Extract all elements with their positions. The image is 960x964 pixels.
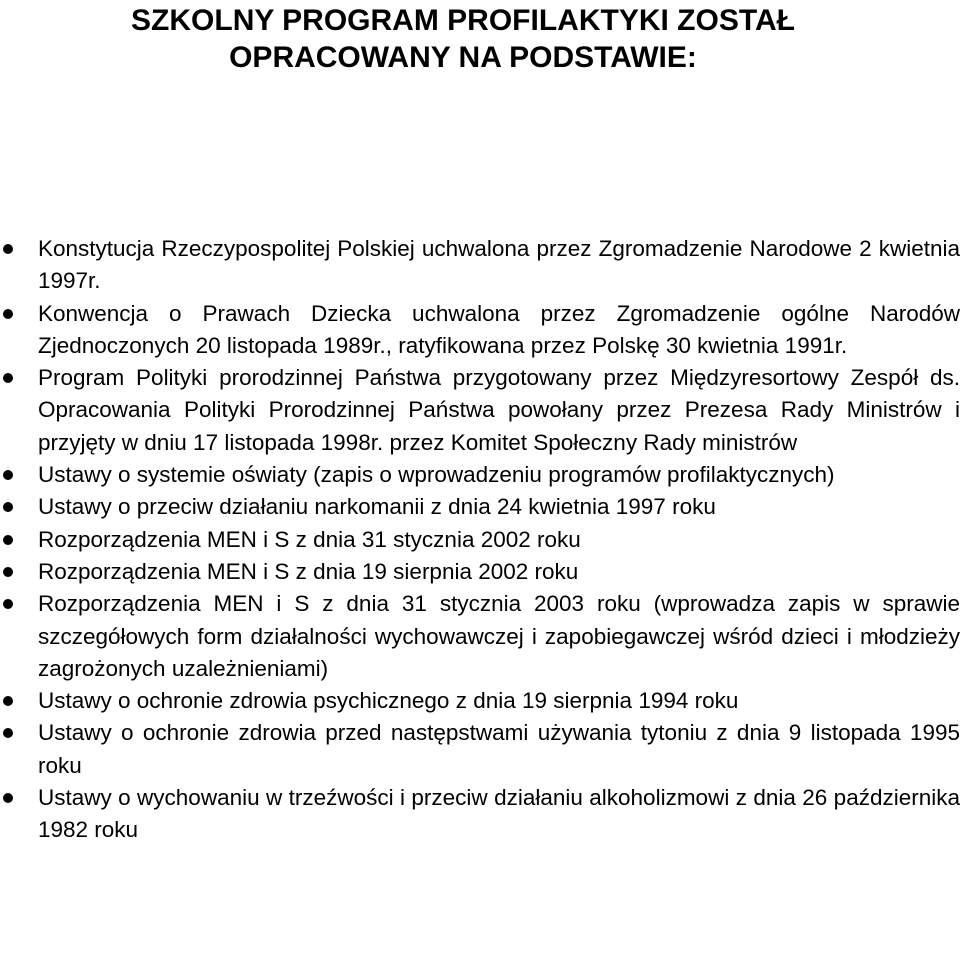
list-item xyxy=(0,588,960,685)
list-item-text: Ustawy o wychowaniu w trzeźwości i przeciw działaniu alkoholizmowi z dnia 26 października 1982 roku xyxy=(38,785,960,843)
bullet-icon xyxy=(3,373,13,383)
page-title-line-2: OPRACOWANY NA PODSTAWIE: xyxy=(229,41,697,74)
list-item xyxy=(0,362,960,459)
list-item-text: Program Polityki prorodzinnej Państwa przygotowany przez Międzyresortowy Zespół ds. Opracowania Polityki Prorodzinnej Państwa powołany przez Prezesa Rady Ministrów i przyjęty w dniu 17 listopada 1998r. przez Komitet Społeczny Rady ministrów xyxy=(38,365,960,455)
list-item xyxy=(0,524,960,556)
bullet-icon xyxy=(3,793,13,803)
bullet-icon xyxy=(3,599,13,609)
legal-basis-list xyxy=(0,233,960,847)
bullet-icon xyxy=(3,502,13,512)
list-item-text: Konwencja o Prawach Dziecka uchwalona przez Zgromadzenie ogólne Narodów Zjednoczonych 20 listopada 1989r., ratyfikowana przez Polskę 30 kwietnia 1991r. xyxy=(38,300,960,358)
bullet-icon xyxy=(3,244,13,254)
bullet-icon xyxy=(3,728,13,738)
list-item-text: Ustawy o systemie oświaty (zapis o wprowadzeniu programów profilaktycznych) xyxy=(38,462,835,488)
list-item xyxy=(0,459,960,491)
list-item xyxy=(0,491,960,523)
list-item-text: Rozporządzenia MEN i S z dnia 31 stycznia 2003 roku (wprowadza zapis w sprawie szczegółowych form działalności wychowawczej i zapobiegawczej wśród dzieci i młodzieży zagrożonych uzależnieniami) xyxy=(38,591,960,681)
list-item-text: Ustawy o ochronie zdrowia psychicznego z dnia 19 sierpnia 1994 roku xyxy=(38,688,739,714)
list-item xyxy=(0,298,960,363)
page-title xyxy=(0,2,926,76)
list-item xyxy=(0,556,960,588)
bullet-icon xyxy=(3,309,13,319)
bullet-icon xyxy=(3,567,13,577)
bullet-icon xyxy=(3,535,13,545)
bullet-icon xyxy=(3,470,13,480)
list-item xyxy=(0,782,960,847)
list-item-text: Konstytucja Rzeczypospolitej Polskiej uchwalona przez Zgromadzenie Narodowe 2 kwietnia 1997r. xyxy=(38,236,960,294)
list-item xyxy=(0,685,960,717)
list-item-text: Rozporządzenia MEN i S z dnia 31 stycznia 2002 roku xyxy=(38,526,581,552)
list-item-text: Rozporządzenia MEN i S z dnia 19 sierpnia 2002 roku xyxy=(38,558,579,584)
list-item xyxy=(0,717,960,782)
bullet-icon xyxy=(3,696,13,706)
list-item-text: Ustawy o przeciw działaniu narkomanii z dnia 24 kwietnia 1997 roku xyxy=(38,494,716,520)
list-item-text: Ustawy o ochronie zdrowia przed następstwami używania tytoniu z dnia 9 listopada 1995 roku xyxy=(38,720,960,778)
list-item xyxy=(0,233,960,298)
page-title-line-1: SZKOLNY PROGRAM PROFILAKTYKI ZOSTAŁ xyxy=(131,4,795,37)
